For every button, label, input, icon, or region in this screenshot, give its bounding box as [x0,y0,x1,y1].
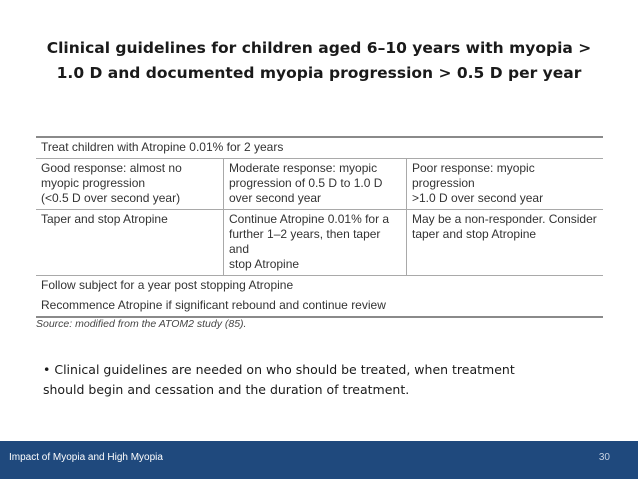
cell-line: Taper and stop Atropine [41,212,168,226]
cell-line: further 1–2 years, then taper and [229,227,381,256]
follow-up-row [36,276,603,296]
cell-line: >1.0 D over second year [412,191,544,205]
good-action-cell [36,210,223,275]
slide-title-line-2: 1.0 D and documented myopia progression > 0.5 D per year [56,64,582,82]
cell-line: Continue Atropine 0.01% for a [229,212,390,226]
cell-line: Poor response: myopic progression [412,161,535,190]
response-row [36,159,603,210]
cell-line: myopic progression [41,176,146,190]
bullet-line-1: • Clinical guidelines are needed on who should be treated, when treatment [43,362,515,377]
moderate-action-cell [223,210,406,275]
poor-response-cell [406,159,603,209]
cell-line: stop Atropine [229,257,300,271]
cell-line: taper and stop Atropine [412,227,537,241]
follow-up-cell: Follow subject for a year post stopping Atropine [41,278,294,292]
cell-line: Good response: almost no [41,161,182,175]
table-header-cell: Treat children with Atropine 0.01% for 2 years [41,140,284,154]
recommence-cell: Recommence Atropine if significant rebound and continue review [41,298,386,312]
good-response-cell [36,159,223,209]
source-citation: Source: modified from the ATOM2 study (85). [36,318,247,330]
slide-title [20,36,618,86]
table-header-row [36,136,603,159]
slide-title-line-1: Clinical guidelines for children aged 6–10 years with myopia > [46,39,592,57]
footer-bar [0,441,638,479]
cell-line: over second year [229,191,322,205]
bullet-point [43,360,563,400]
poor-action-cell [406,210,603,275]
guidelines-table [36,136,603,318]
cell-line: Moderate response: myopic [229,161,378,175]
footer-title: Impact of Myopia and High Myopia [9,452,163,463]
page-number: 30 [598,452,610,463]
cell-line: (<0.5 D over second year) [41,191,181,205]
moderate-response-cell [223,159,406,209]
bullet-line-2: should begin and cessation and the duration of treatment. [43,382,410,397]
cell-line: May be a non-responder. Consider [412,212,597,226]
action-row [36,210,603,276]
recommence-row [36,296,603,318]
cell-line: progression of 0.5 D to 1.0 D [229,176,383,190]
